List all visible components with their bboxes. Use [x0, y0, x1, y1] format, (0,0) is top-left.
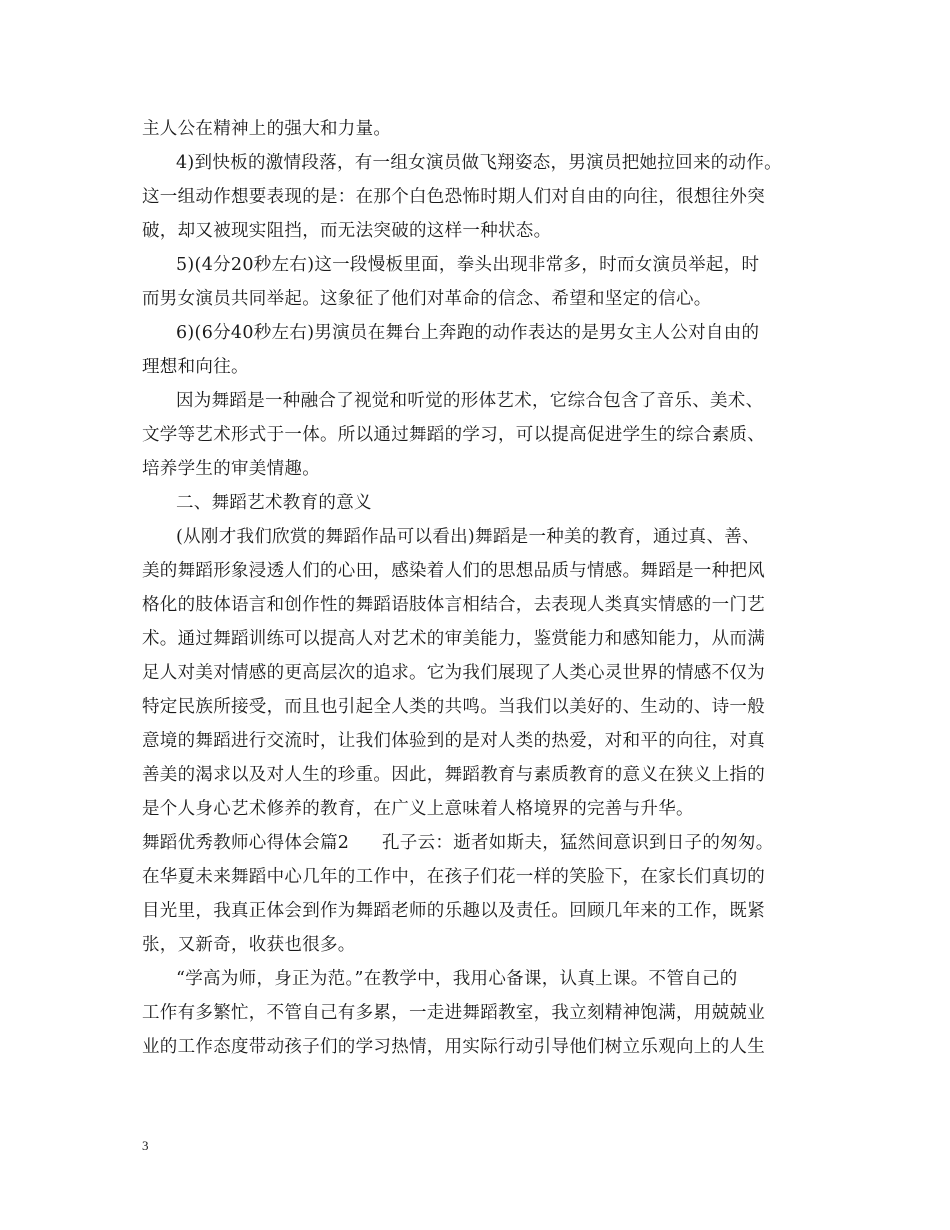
text-line: 是个人身心艺术修养的教育，在广义上意味着人格境界的完善与升华。	[142, 799, 694, 819]
text-line: 培养学生的审美情趣。	[142, 459, 320, 479]
text-line: 目光里，我真正体会到作为舞蹈老师的乐趣以及责任。回顾几年来的工作，既紧	[142, 901, 765, 921]
section-first-line: 孔子云：逝者如斯夫，猛然间意识到日子的匆匆。	[382, 833, 774, 853]
text-line: 6)(6分40秒左右)男演员在舞台上奔跑的动作表达的是男女主人公对自由的	[176, 323, 760, 343]
page-number: 3	[142, 1138, 149, 1153]
text-line: 5)(4分20秒左右)这一段慢板里面，拳头出现非常多，时而女演员举起，时	[176, 255, 760, 275]
text-line: 这一组动作想要表现的是：在那个白色恐怖时期人们对自由的向往，很想往外突	[142, 187, 765, 207]
text-line: 特定民族所接受，而且也引起全人类的共鸣。当我们以美好的、生动的、诗一般	[142, 697, 765, 717]
text-line: 4)到快板的激情段落，有一组女演员做飞翔姿态，男演员把她拉回来的动作。	[176, 153, 782, 173]
paragraph-block-1	[142, 112, 814, 826]
text-line: 张，又新奇，收获也很多。	[142, 935, 356, 955]
text-line: 工作有多繁忙，不管自己有多累，一走进舞蹈教室，我立刻精神饱满，用兢兢业	[142, 1003, 765, 1023]
section-heading: 舞蹈优秀教师心得体会篇2	[142, 833, 350, 853]
text-line: 格化的肢体语言和创作性的舞蹈语肢体言相结合，去表现人类真实情感的一门艺	[142, 595, 765, 615]
text-line: 因为舞蹈是一种融合了视觉和听觉的形体艺术，它综合包含了音乐、美术、	[176, 391, 764, 411]
text-line: 业的工作态度带动孩子们的学习热情，用实际行动引导他们树立乐观向上的人生	[142, 1037, 765, 1057]
text-line: 破，却又被现实阻挡，而无法突破的这样一种状态。	[142, 221, 552, 241]
text-line: 理想和向往。	[142, 357, 249, 377]
text-line: 术。通过舞蹈训练可以提高人对艺术的审美能力，鉴赏能力和感知能力，从而满	[142, 629, 765, 649]
text-line: (从刚才我们欣赏的舞蹈作品可以看出)舞蹈是一种美的教育，通过真、善、	[176, 527, 760, 547]
document-body	[142, 112, 814, 1064]
text-line: 美的舞蹈形象浸透人们的心田，感染着人们的思想品质与情感。舞蹈是一种把风	[142, 561, 765, 581]
text-line: 主人公在精神上的强大和力量。	[142, 119, 392, 139]
text-line: 二、舞蹈艺术教育的意义	[176, 493, 372, 513]
text-line: “学高为师，身正为范。”在教学中，我用心备课，认真上课。不管自己的	[176, 969, 738, 989]
text-line: 在华夏未来舞蹈中心几年的工作中，在孩子们花一样的笑脸下，在家长们真切的	[142, 867, 765, 887]
section-heading-line	[142, 826, 814, 860]
text-line: 文学等艺术形式于一体。所以通过舞蹈的学习，可以提高促进学生的综合素质、	[142, 425, 765, 445]
text-line: 意境的舞蹈进行交流时，让我们体验到的是对人类的热爱，对和平的向往，对真	[142, 731, 765, 751]
text-line: 足人对美对情感的更高层次的追求。它为我们展现了人类心灵世界的情感不仅为	[142, 663, 765, 683]
paragraph-block-2	[142, 860, 814, 1064]
text-line: 善美的渴求以及对人生的珍重。因此，舞蹈教育与素质教育的意义在狭义上指的	[142, 765, 765, 785]
text-line: 而男女演员共同举起。这象征了他们对革命的信念、希望和坚定的信心。	[142, 289, 712, 309]
